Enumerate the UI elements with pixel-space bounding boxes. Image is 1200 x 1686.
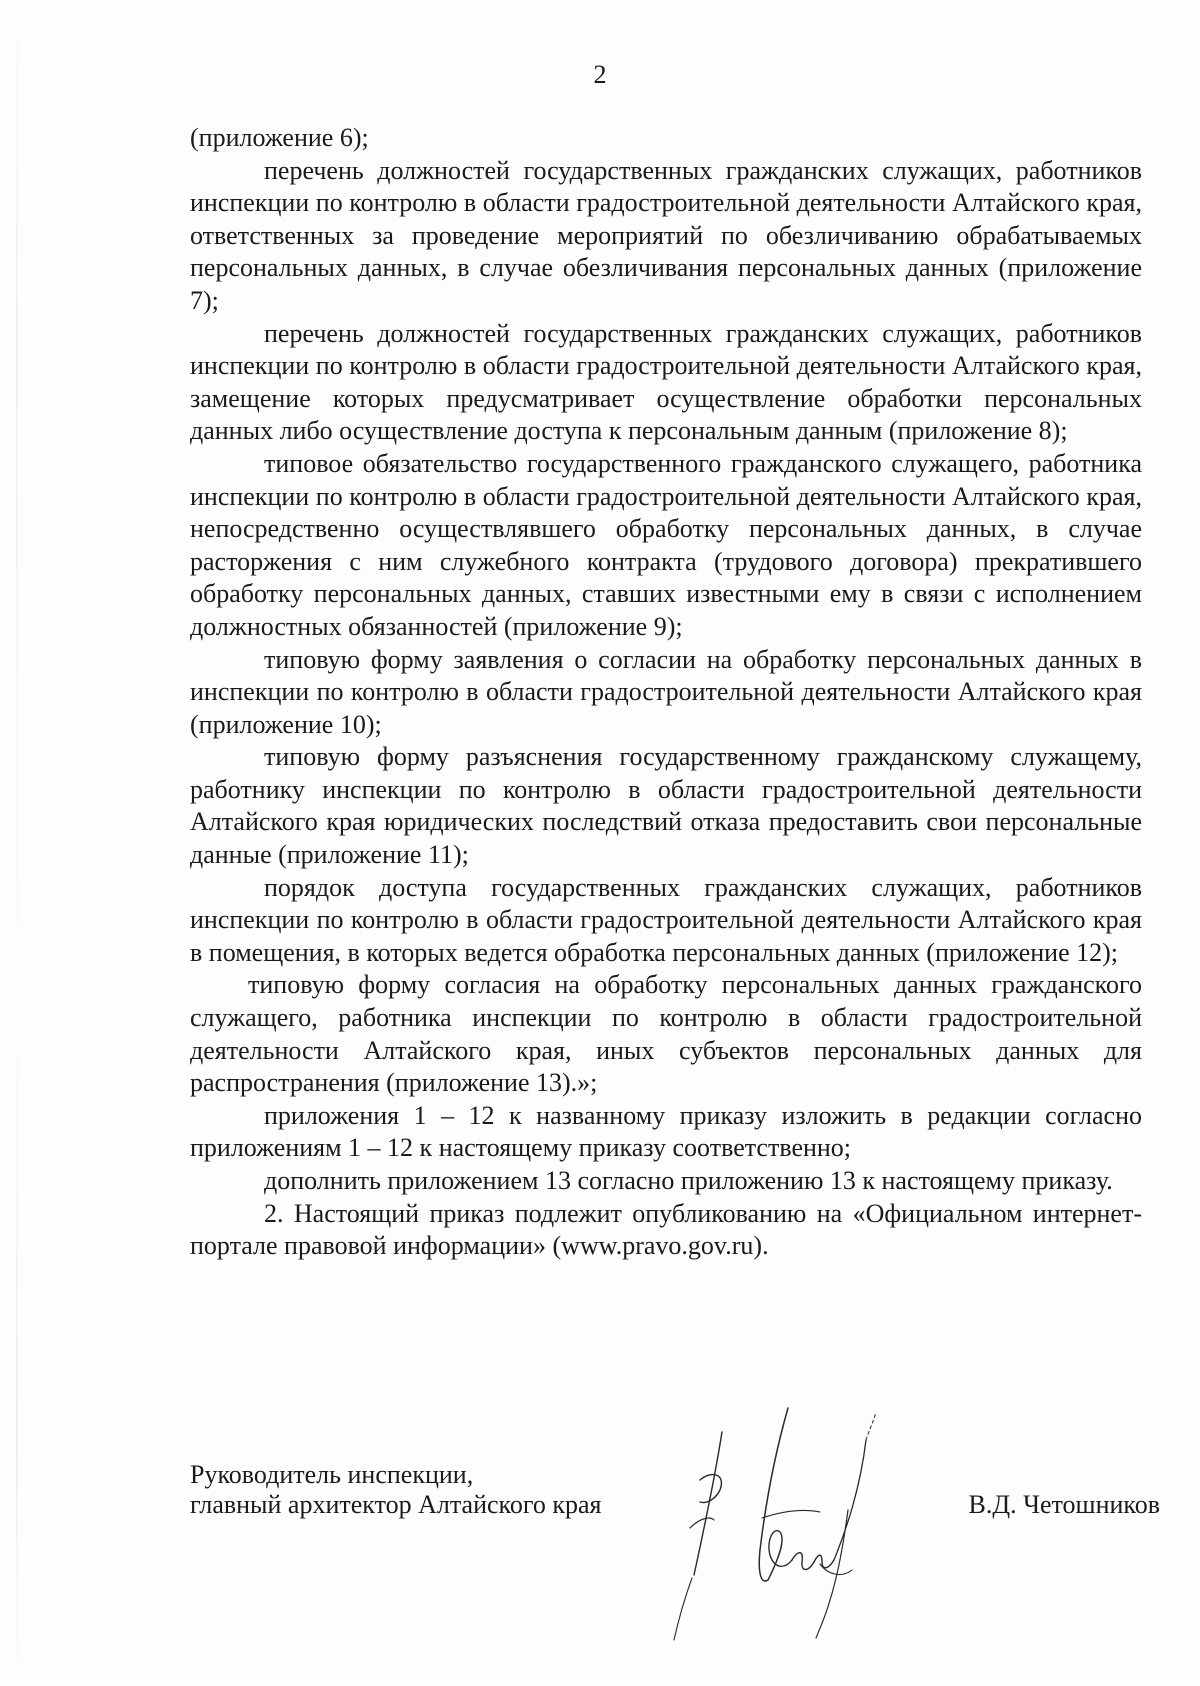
- signer-name: В.Д. Четошников: [968, 1490, 1160, 1519]
- signer-position: [190, 1460, 601, 1520]
- paragraph-appendix-11: типовую форму разъяснения государственному гражданскому служащему, работнику инспекции по контролю в области градостроительной деятельности Алтайского края юридических последствий отказа предоставить свои персональные данные (приложение 11);: [190, 742, 1142, 870]
- paragraph-appendix-13: типовую форму согласия на обработку персональных данных гражданского служащего, работника инспекции по контролю в области градостроительной деятельности Алтайского края, иных субъектов персональных данных для распространения (приложение 13).»;: [190, 970, 1142, 1098]
- paragraph-add-appendix-13: дополнить приложением 13 согласно приложению 13 к настоящему приказу.: [264, 1166, 1113, 1195]
- paragraph-appendix-6: (приложение 6);: [190, 123, 369, 152]
- paragraph-publication: 2. Настоящий приказ подлежит опубликованию на «Официальном интернет-портале правовой информации» (www.pravo.gov.ru).: [190, 1198, 1142, 1261]
- paragraph-appendix-12: порядок доступа государственных гражданских служащих, работников инспекции по контролю в области градостроительной деятельности Алтайского края в помещения, в которых ведется обработка персональных данных (приложение 12);: [190, 872, 1142, 967]
- signature-block: [190, 1460, 1160, 1620]
- scan-edge-shadow: [16, 0, 18, 1686]
- signer-position-line-2: главный архитектор Алтайского края: [190, 1490, 602, 1519]
- paragraph-appendices-1-12: приложения 1 – 12 к названному приказу изложить в редакции согласно приложениям 1 – 12 к настоящему приказу соответственно;: [190, 1100, 1142, 1163]
- paragraph-appendix-10: типовую форму заявления о согласии на обработку персональных данных в инспекции по контролю в области градостроительной деятельности Алтайского края (приложение 10);: [190, 644, 1142, 739]
- document-body: [190, 122, 1142, 1263]
- signer-position-line-1: Руководитель инспекции,: [190, 1460, 474, 1489]
- paragraph-appendix-9: типовое обязательство государственного гражданского служащего, работника инспекции по контролю в области градостроительной деятельности Алтайского края, непосредственно осуществлявшего обработку персональных данных, в случае расторжения с ним служебного контракта (трудового договора) прекратившего обработку персональных данных, ставших известными ему в связи с исполнением должностных обязанностей (приложение 9);: [190, 448, 1142, 641]
- page-number: 2: [593, 60, 607, 89]
- handwritten-signature: [670, 1400, 890, 1650]
- paragraph-appendix-8: перечень должностей государственных гражданских служащих, работников инспекции по контролю в области градостроительной деятельности Алтайского края, замещение которых предусматривает осуществление обработки персональных данных либо осуществление доступа к персональным данным (приложение 8);: [190, 318, 1142, 446]
- paragraph-appendix-7: перечень должностей государственных гражданских служащих, работников инспекции по контролю в области градостроительной деятельности Алтайского края, ответственных за проведение мероприятий по обезличиванию обрабатываемых персональных данных, в случае обезличивания персональных данных (приложение 7);: [190, 155, 1142, 315]
